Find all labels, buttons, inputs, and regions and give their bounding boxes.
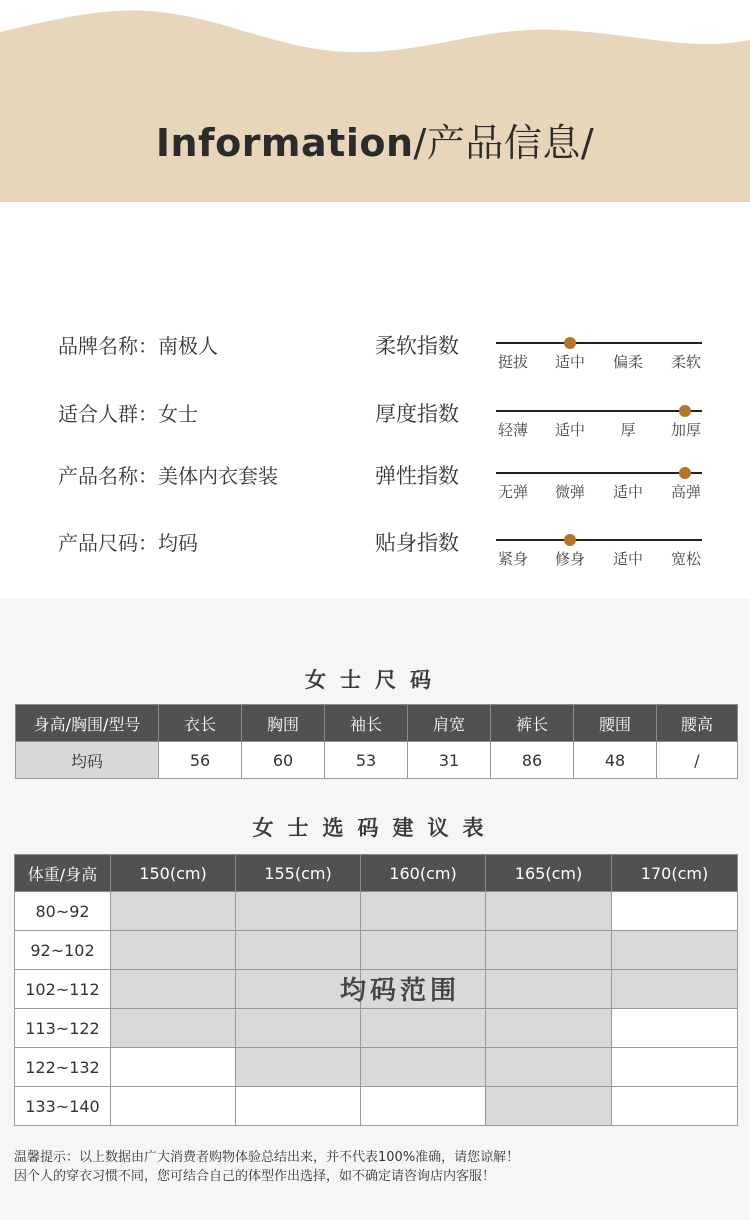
empty-cell [612, 1009, 738, 1048]
scale-option: 适中 [554, 353, 586, 371]
note-line-1: 温馨提示：以上数据由广大消费者购物体验总结出来，并不代表100%准确，请您谅解！ [14, 1150, 520, 1165]
scale-option: 厚 [620, 421, 636, 439]
scale-option: 微弹 [554, 483, 586, 501]
scale-line [496, 472, 702, 474]
scale-option: 适中 [612, 483, 644, 501]
info-row [0, 527, 750, 587]
fit-cell [236, 1048, 361, 1087]
recommendation-table-title: 女士选码建议表 [252, 816, 498, 840]
weight-cell: 80~92 [15, 892, 111, 931]
size-cell: 均码 [16, 742, 159, 779]
size-cell: 48 [574, 742, 657, 779]
weight-cell: 113~122 [15, 1009, 111, 1048]
index-name: 柔软指数 [375, 334, 459, 358]
fit-cell [361, 931, 486, 970]
fit-cell [111, 931, 236, 970]
table-row [15, 1048, 738, 1087]
size-cell: / [657, 742, 738, 779]
fit-cell [361, 1009, 486, 1048]
scale-option: 修身 [554, 550, 586, 568]
scale-line [496, 410, 702, 412]
fit-cell [486, 892, 612, 931]
size-table-title: 女士尺码 [305, 668, 445, 692]
weight-cell: 122~132 [15, 1048, 111, 1087]
scale-option: 无弹 [497, 483, 529, 501]
info-row [0, 398, 750, 458]
fit-cell [111, 892, 236, 931]
empty-cell [612, 1087, 738, 1126]
banner-wave-background [0, 0, 750, 202]
scale-option: 紧身 [497, 550, 529, 568]
rec-header-cell: 170(cm) [612, 855, 738, 892]
scale-option: 适中 [612, 550, 644, 568]
rec-header-cell: 160(cm) [361, 855, 486, 892]
size-cell: 31 [408, 742, 491, 779]
scale-option: 宽松 [670, 550, 702, 568]
scale-marker [679, 467, 691, 479]
weight-cell: 133~140 [15, 1087, 111, 1126]
fit-cell [486, 1048, 612, 1087]
banner-title-en: Information [155, 121, 414, 165]
table-row [15, 1009, 738, 1048]
fit-cell [612, 931, 738, 970]
size-cell: 53 [325, 742, 408, 779]
fit-range-label: 均码范围 [339, 976, 460, 1006]
empty-cell [236, 1087, 361, 1126]
fit-cell [361, 892, 486, 931]
scale-option: 柔软 [670, 353, 702, 371]
table-row [16, 742, 738, 779]
table-row [15, 931, 738, 970]
size-header-cell: 腰围 [574, 705, 657, 742]
scale-marker [564, 337, 576, 349]
scale-line [496, 342, 702, 344]
size-cell: 86 [491, 742, 574, 779]
index-name: 贴身指数 [375, 531, 459, 555]
fit-cell [236, 892, 361, 931]
empty-cell [111, 1048, 236, 1087]
empty-cell [111, 1087, 236, 1126]
size-header-cell: 衣长 [159, 705, 242, 742]
empty-cell [612, 1048, 738, 1087]
size-header-cell: 裤长 [491, 705, 574, 742]
weight-cell: 92~102 [15, 931, 111, 970]
size-cell: 60 [242, 742, 325, 779]
empty-cell [361, 1087, 486, 1126]
fit-cell [111, 1009, 236, 1048]
size-header-cell: 肩宽 [408, 705, 491, 742]
info-label: 产品尺码：均码 [58, 531, 198, 555]
scale-option: 偏柔 [612, 353, 644, 371]
fit-cell [361, 1048, 486, 1087]
banner-title-cn: /产品信息/ [413, 121, 595, 165]
index-scale [496, 406, 702, 446]
size-header-cell: 胸围 [242, 705, 325, 742]
index-scale [496, 535, 702, 575]
banner-title [0, 112, 750, 167]
fit-cell [236, 1009, 361, 1048]
fit-cell [612, 970, 738, 1009]
fit-cell [486, 1009, 612, 1048]
rec-header-cell: 165(cm) [486, 855, 612, 892]
rec-header-cell: 体重/身高 [15, 855, 111, 892]
fit-cell [486, 970, 612, 1009]
fit-cell [486, 1087, 612, 1126]
scale-option: 高弹 [670, 483, 702, 501]
size-cell: 56 [159, 742, 242, 779]
size-table [15, 704, 738, 779]
index-scale [496, 338, 702, 378]
info-row [0, 330, 750, 390]
scale-marker [564, 534, 576, 546]
info-label: 品牌名称：南极人 [58, 334, 218, 358]
fit-cell [236, 931, 361, 970]
index-scale [496, 468, 702, 508]
fit-cell [486, 931, 612, 970]
scale-marker [679, 405, 691, 417]
size-header-cell: 袖长 [325, 705, 408, 742]
fit-cell [111, 970, 236, 1009]
scale-option: 挺拔 [497, 353, 529, 371]
size-header-cell: 身高/胸围/型号 [16, 705, 159, 742]
scale-option: 轻薄 [497, 421, 529, 439]
info-row [0, 460, 750, 520]
note-line-2: 因个人的穿衣习惯不同，您可结合自己的体型作出选择，如不确定请咨询店内客服！ [14, 1169, 496, 1184]
scale-option: 加厚 [670, 421, 702, 439]
table-row [15, 892, 738, 931]
scale-option: 适中 [554, 421, 586, 439]
scale-line [496, 539, 702, 541]
weight-cell: 102~112 [15, 970, 111, 1009]
table-row [15, 1087, 738, 1126]
info-label: 适合人群：女士 [58, 402, 198, 426]
index-name: 弹性指数 [375, 464, 459, 488]
info-label: 产品名称：美体内衣套装 [58, 464, 278, 488]
empty-cell [612, 892, 738, 931]
banner [0, 0, 750, 202]
index-name: 厚度指数 [375, 402, 459, 426]
rec-header-cell: 155(cm) [236, 855, 361, 892]
rec-header-cell: 150(cm) [111, 855, 236, 892]
size-header-cell: 腰高 [657, 705, 738, 742]
